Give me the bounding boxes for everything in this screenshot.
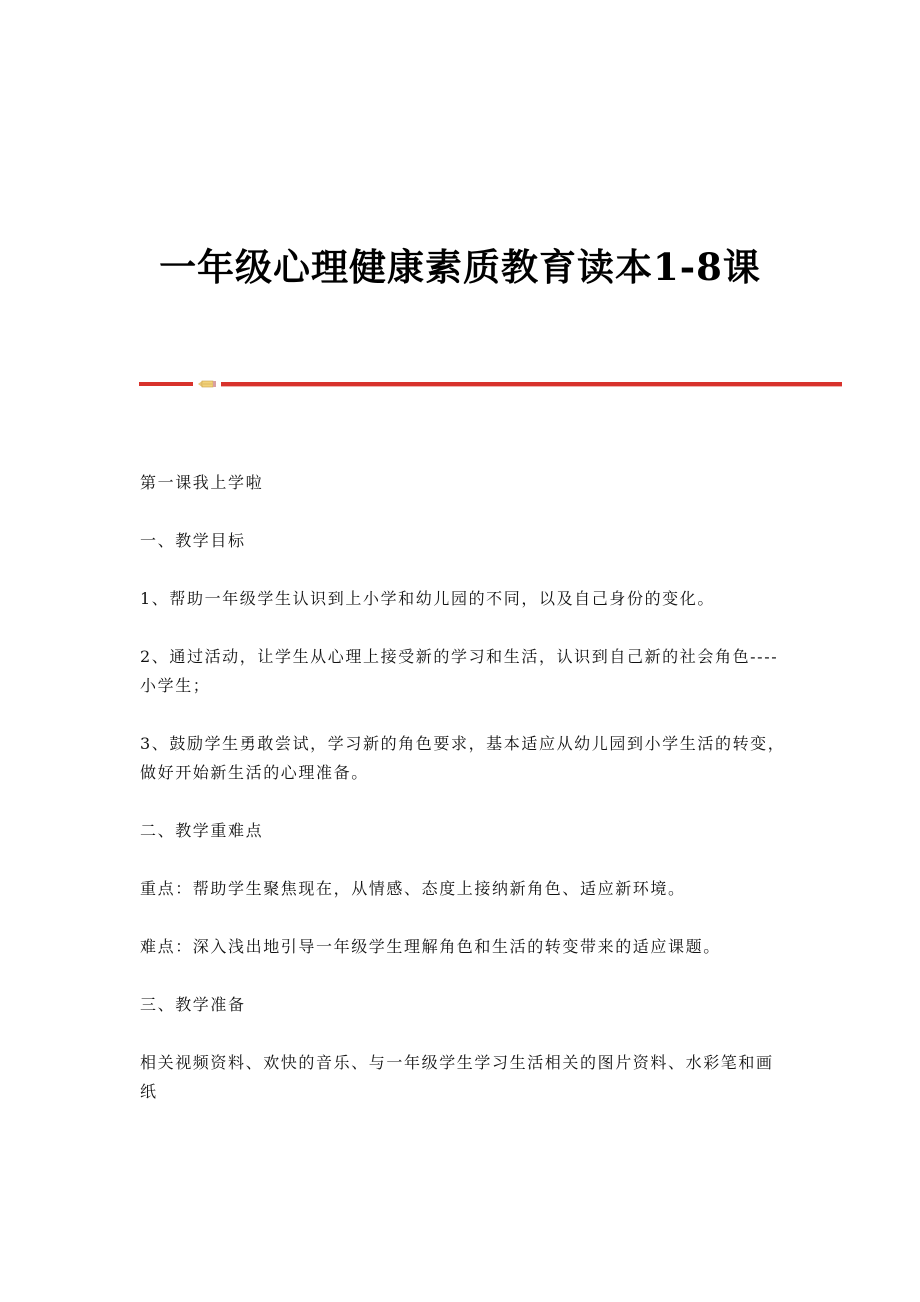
section-heading-objectives: 一、教学目标 bbox=[140, 531, 246, 550]
title-divider bbox=[139, 378, 842, 390]
divider-shadow bbox=[221, 386, 842, 387]
section-heading-key-points: 二、教学重难点 bbox=[140, 821, 264, 840]
difficult-point-text: 难点：深入浅出地引导一年级学生理解角色和生活的转变带来的适应课题。 bbox=[140, 937, 721, 956]
objective-item-3: 3、鼓励学生勇敢尝试，学习新的角色要求，基本适应从幼儿园到小学生活的转变，做好开始新生活的心理准备。 bbox=[140, 734, 786, 782]
document-body bbox=[140, 468, 790, 1135]
document-title: 一年级心理健康素质教育读本1-8课 bbox=[159, 244, 761, 289]
lesson-heading: 第一课我上学啦 bbox=[140, 473, 264, 492]
divider-bar-left bbox=[139, 382, 193, 386]
objective-item-1: 1、帮助一年级学生认识到上小学和幼儿园的不同，以及自己身份的变化。 bbox=[140, 589, 715, 608]
preparation-text: 相关视频资料、欢快的音乐、与一年级学生学习生活相关的图片资料、水彩笔和画纸 bbox=[140, 1053, 774, 1101]
section-heading-preparation: 三、教学准备 bbox=[140, 995, 246, 1014]
pencil-icon bbox=[197, 379, 217, 389]
key-point-text: 重点：帮助学生聚焦现在，从情感、态度上接纳新角色、适应新环境。 bbox=[140, 879, 686, 898]
objective-item-2: 2、通过活动，让学生从心理上接受新的学习和生活，认识到自己新的社会角色----小学生； bbox=[140, 647, 779, 695]
